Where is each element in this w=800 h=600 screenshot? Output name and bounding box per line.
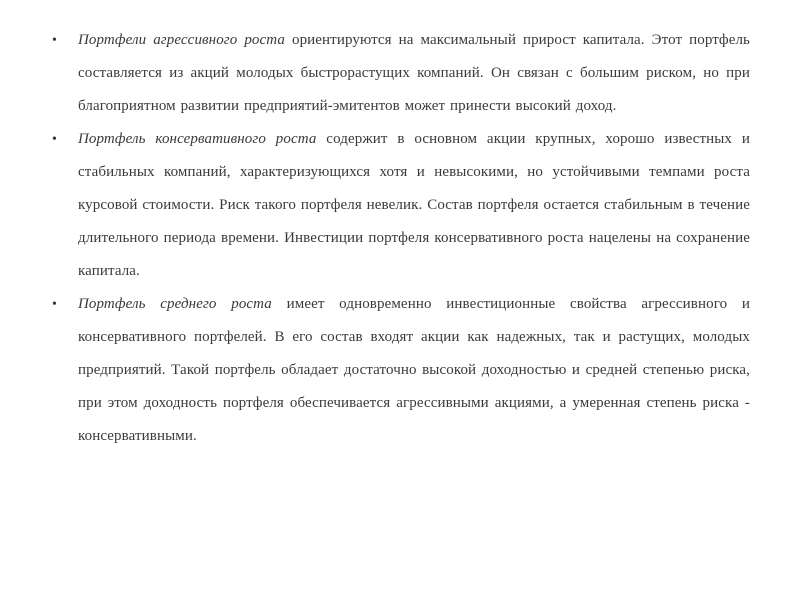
list-item-conservative-growth	[52, 123, 750, 288]
term-conservative-growth: Портфель консервативного роста	[78, 131, 317, 147]
term-medium-growth: Портфель среднего роста	[78, 296, 272, 312]
bullet-marker: •	[52, 132, 57, 147]
paragraph-medium-growth	[78, 288, 750, 453]
paragraph-conservative-growth	[78, 123, 750, 288]
list-item-aggressive-growth	[52, 24, 750, 123]
bullet-marker: •	[52, 33, 57, 48]
description-aggressive-growth: ориентируются на максимальный прирост капитала. Этот портфель составляется из акций молодых быстрорастущих компаний. Он связан с большим риском, но при благоприятном развитии предприятий-эмитентов может принести высокий доход.	[78, 32, 751, 114]
bullet-marker: •	[52, 297, 57, 312]
description-conservative-growth: содержит в основном акции крупных, хорошо известных и стабильных компаний, характеризующихся хотя и невысокими, но устойчивыми темпами роста курсовой стоимости. Риск такого портфеля невелик. Состав портфеля остается стабильным в течение длительного периода времени. Инвестиции портфеля консервативного роста нацелены на сохранение капитала.	[78, 131, 750, 279]
description-medium-growth: имеет одновременно инвестиционные свойства агрессивного и консервативного портфелей. В его состав входят акции как надежных, так и растущих, молодых предприятий. Такой портфель обладает достаточно высокой доходностью и средней степенью риска, при этом доходность портфеля обеспечивается агрессивными акциями, а умеренная степень риска - консервативными.	[78, 296, 750, 444]
paragraph-aggressive-growth	[78, 24, 750, 123]
term-aggressive-growth: Портфели агрессивного роста	[78, 32, 285, 48]
list-item-medium-growth	[52, 288, 750, 453]
bullet-list	[52, 24, 750, 453]
